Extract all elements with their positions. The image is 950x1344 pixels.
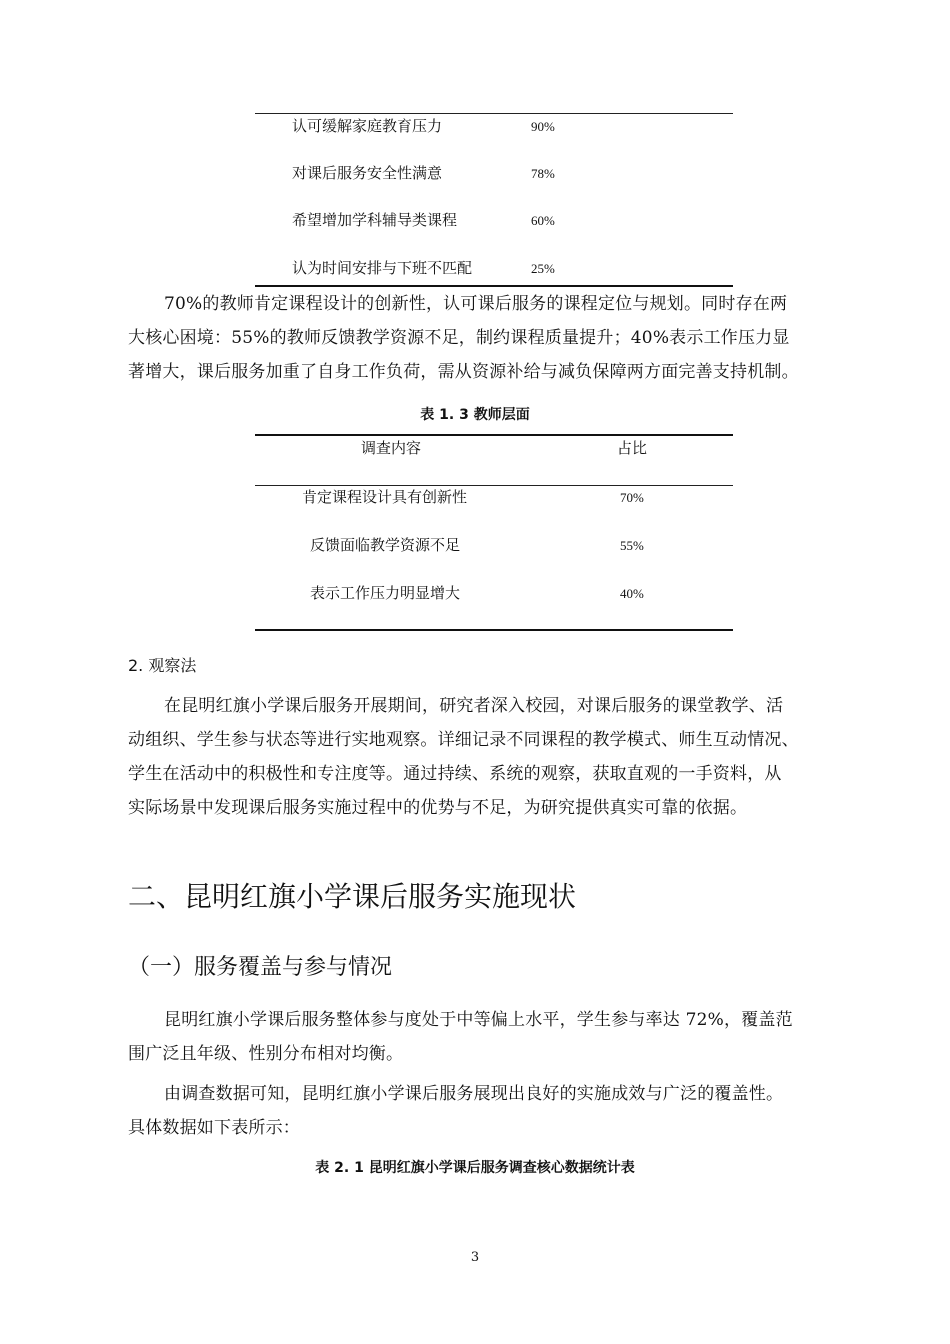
observation-paragraph xyxy=(128,689,828,825)
paragraph-line: 大核心困境：55%的教师反馈教学资源不足，制约课程质量提升；40%表示工作压力显 xyxy=(128,328,790,348)
table-cell-item: 反馈面临教学资源不足 xyxy=(310,536,461,554)
teacher-paragraph xyxy=(128,287,828,389)
paragraph-line: 围广泛且年级、性别分布相对均衡。 xyxy=(128,1044,404,1064)
table-cell-item: 表示工作压力明显增大 xyxy=(310,584,461,602)
paragraph-line: 学生在活动中的积极性和专注度等。通过持续、系统的观察，获取直观的一手资料，从 xyxy=(128,764,782,784)
table-cell-item: 希望增加学科辅导类课程 xyxy=(292,211,458,229)
paragraph-line: 昆明红旗小学课后服务整体参与度处于中等偏上水平，学生参与率达 72%，覆盖范 xyxy=(164,1010,793,1030)
table-cell-value: 78% xyxy=(531,166,555,181)
paragraph-line: 动组织、学生参与状态等进行实地观察。详细记录不同课程的教学模式、师生互动情况、 xyxy=(128,730,799,750)
table-top-rule xyxy=(255,113,733,114)
coverage-paragraph xyxy=(128,1003,828,1071)
table-cell-value: 40% xyxy=(620,586,644,601)
table-cell-value: 70% xyxy=(620,490,644,505)
chapter-title: 二、昆明红旗小学课后服务实施现状 xyxy=(128,880,577,913)
table-caption: 表 1. 3 教师层面 xyxy=(420,407,530,423)
data-intro-paragraph xyxy=(128,1077,828,1145)
table-cell-item: 认为时间安排与下班不匹配 xyxy=(292,259,473,277)
paragraph-line: 著增大，课后服务加重了自身工作负荷，需从资源补给与减负保障两方面完善支持机制。 xyxy=(128,362,799,382)
paragraph-line: 由调查数据可知，昆明红旗小学课后服务展现出良好的实施成效与广泛的覆盖性。 xyxy=(164,1084,784,1104)
paragraph-line: 70%的教师肯定课程设计的创新性，认可课后服务的课程定位与规划。同时存在两 xyxy=(164,294,788,314)
table-top-rule xyxy=(255,434,733,436)
section-heading: 2. 观察法 xyxy=(128,656,197,675)
table-caption: 表 2. 1 昆明红旗小学课后服务调查核心数据统计表 xyxy=(315,1160,635,1176)
table-cell-item: 认可缓解家庭教育压力 xyxy=(292,117,443,135)
paragraph-line: 在昆明红旗小学课后服务开展期间，研究者深入校园，对课后服务的课堂教学、活 xyxy=(164,696,784,716)
table-cell-item: 对课后服务安全性满意 xyxy=(292,164,443,182)
paragraph-line: 实际场景中发现课后服务实施过程中的优势与不足，为研究提供真实可靠的依据。 xyxy=(128,798,748,818)
table-cell-value: 90% xyxy=(531,119,555,134)
section-subtitle: （一）服务覆盖与参与情况 xyxy=(128,955,393,980)
page-number: 3 xyxy=(470,1250,480,1265)
table-header-rule xyxy=(255,485,733,486)
paragraph-line: 具体数据如下表所示： xyxy=(128,1118,300,1138)
table-header-value: 占比 xyxy=(617,439,648,457)
table-cell-item: 肯定课程设计具有创新性 xyxy=(302,488,468,506)
table-cell-value: 25% xyxy=(531,261,555,276)
table-cell-value: 55% xyxy=(620,538,644,553)
table-cell-value: 60% xyxy=(531,213,555,228)
table-header-item: 调查内容 xyxy=(361,439,422,457)
table-bottom-rule xyxy=(255,629,733,631)
